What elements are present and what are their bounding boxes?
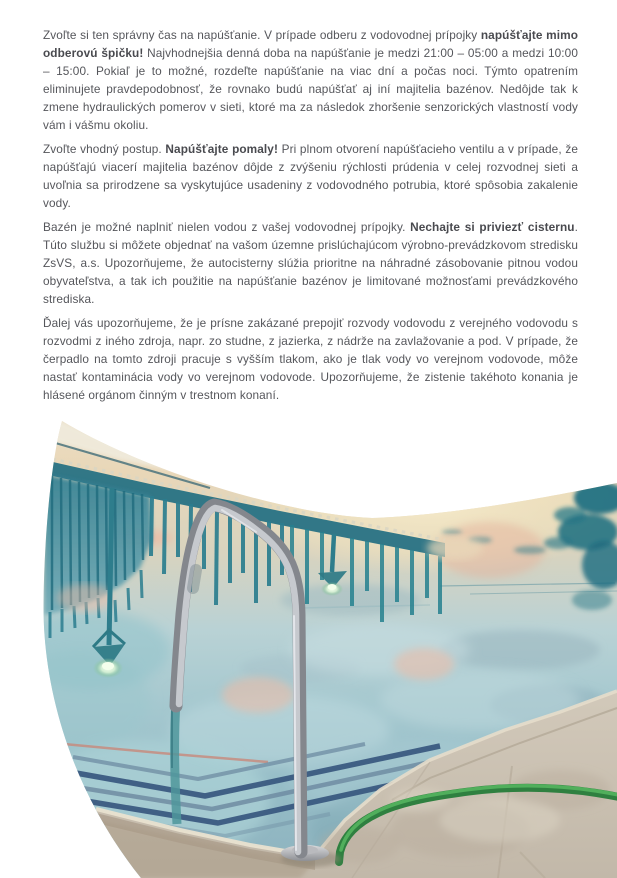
paragraph-bold-text: Napúšťajte pomaly! [165,142,278,156]
handrail-underwater-leg [172,702,177,824]
pool-photo [0,400,617,878]
paragraph-text: Zvoľte vhodný postup. [43,142,166,156]
paragraph [43,26,578,134]
paragraph-text: Bazén je možné naplniť nielen vodou z vašej vodovodnej prípojky. [43,220,411,234]
paragraph-bold-text: napúšťajte mimo odberovú špičku! [43,28,578,60]
article-text [43,26,578,410]
paragraph-text: Zvoľte si ten správny čas na napúšťanie. V prípade odberu z vodovodnej prípojky [43,28,481,42]
paragraph-bold-text: Nechajte si priviezť cisternu [410,220,575,234]
paragraph-text: . Túto službu si môžete objednať na vašom územne prislúchajúcom výrobno-prevádzkovom stredisku ZsVS, a.s. Upozorňujeme, že autocisterny slúžia prioritne na náhradné zásobovanie pitnou vodou obyvateľstva, a tak ich použitie na napúšťanie bazénov je limitované možnosťami prevádzkového strediska. [43,220,578,306]
paragraph-text: Ďalej vás upozorňujeme, že je prísne zakázané prepojiť rozvody vodovodu z verejného vodovodu s rozvodmi z iného zdroja, napr. zo studne, z jazierka, z nádrže na zavlažovanie a pod. V prípade, že čerpadlo na tomto zdroji pracuje s vyšším tlakom, ako je tlak vody vo verejnom vodovode, môže nastať kontaminácia vody vo verejnom vodovode. Upozorňujeme, že zistenie takéhoto konania je hlásené orgánom činným v trestnom konaní. [43,316,578,402]
paragraph [43,218,578,308]
paragraph [43,140,578,212]
paragraph [43,314,578,404]
paragraph-text: Najvhodnejšia denná doba na napúšťanie je medzi 21:00 – 05:00 a medzi 10:00 – 15:00. Pokiaľ je to možné, rozdeľte napúšťanie na viac dní a počas noci. Týmto opatrením eliminujete pravdepodobnosť, že rovnako budú napúšťať aj iní majitelia bazénov. Nedôjde tak k zmene hydraulických pomerov v sieti, ktoré ma za následok zhoršenie senzorických vlastností vody vám i vášmu okoliu. [43,46,578,132]
paragraph-text: Pri plnom otvorení napúšťacieho ventilu a v prípade, že napúšťajú viacerí majitelia bazénov dôjde z zvýšeniu rýchlosti prúdenia v celej rozvodnej sieti a uvoľnia sa prirodzene sa vyskytujúce usadeniny z vodovodného potrubia, ktoré spôsobia zakalenie vody. [43,142,578,210]
